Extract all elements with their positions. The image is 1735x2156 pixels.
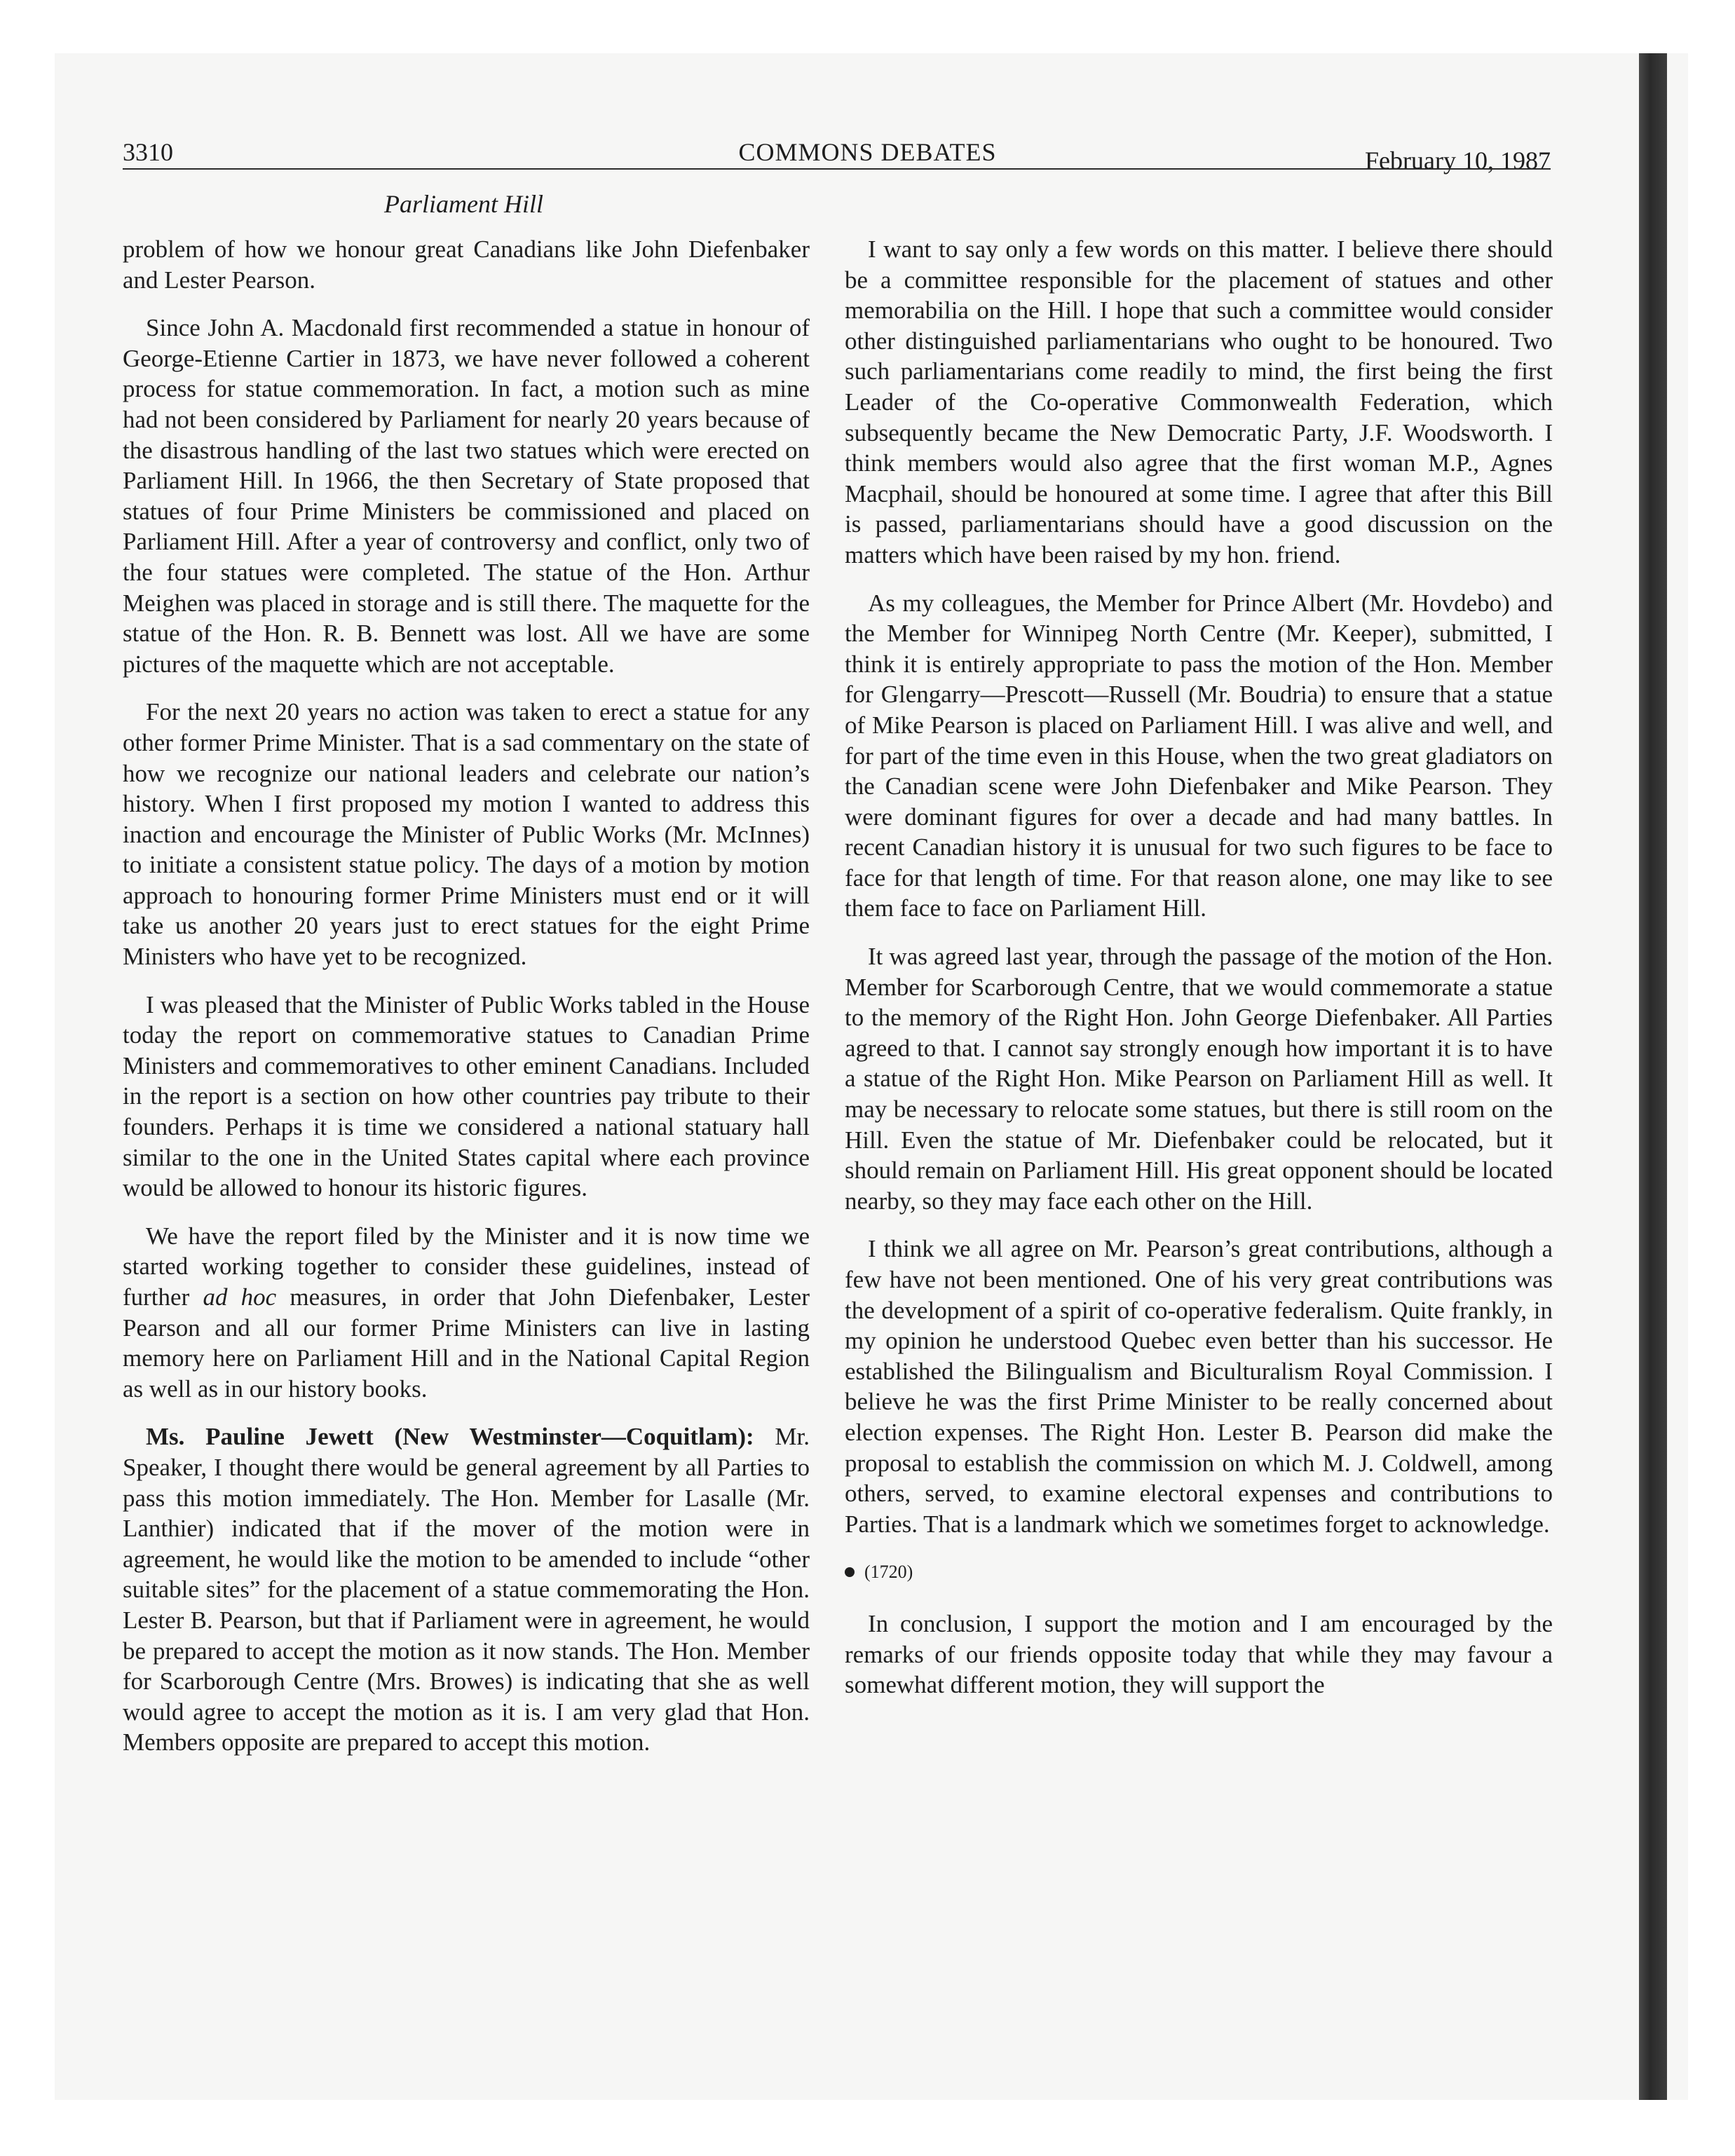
bullet-icon — [845, 1567, 855, 1577]
paragraph: I was pleased that the Minister of Public Works tabled in the House today the report on commemorative statues to Canadian Prime Ministers and commemoratives to other eminent Canadians. Included in the report is a section on how other countries pay tribute to their founders. Perhaps it is time we considered a national statuary hall similar to the one in the United States capital where each province would be allowed to honour its historic figures. — [123, 990, 810, 1202]
paragraph: I think we all agree on Mr. Pearson’s great contributions, although a few have not been mentioned. One of his very great contributions was the development of a spirit of co-operative federalism. Quite frankly, in my opinion he understood Quebec even better than his successor. He established the Bilingualism and Biculturalism Royal Commission. I believe he was the first Prime Minister to be really concerned about election expenses. The Right Hon. Lester B. Pearson did make the proposal to establish the commission on which M. J. Coldwell, among others, served, to examine electoral expenses and contributions to Parties. That is a landmark which we sometimes forget to acknowledge. — [845, 1235, 1553, 1538]
time-stamp — [845, 1557, 1553, 1588]
publication-date: February 10, 1987 — [1365, 146, 1551, 175]
scan-edge — [1639, 53, 1667, 2100]
paragraph: It was agreed last year, through the passage of the motion of the Hon. Member for Scarborough Centre, that we would commemorate a statue to the memory of the Right Hon. John George Diefenbaker. All Parties agreed to that. I cannot say strongly enough how important it is to have a statue of the Right Hon. Mike Pearson on Parliament Hill as well. It may be necessary to relocate some statues, but there is still room on the Hill. Even the statue of Mr. Diefenbaker could be relocated, but it should remain on Parliament Hill. His great opponent should be located nearby, so they may face each other on the Hill. — [845, 943, 1553, 1215]
publication-title: COMMONS DEBATES — [738, 138, 997, 166]
time-stamp-text: (1720) — [864, 1562, 913, 1583]
speech-paragraph — [123, 1421, 810, 1758]
paragraph-text: measures, in order that John Diefenbaker, Lester Pearson and all our former Prime Ministers can live in lasting memory here on Parliament Hill and in the National Capital Region as well as in our history books. — [123, 1283, 810, 1403]
paragraph — [123, 1221, 810, 1405]
paragraph: As my colleagues, the Member for Prince Albert (Mr. Hovdebo) and the Member for Winnipeg North Centre (Mr. Keeper), submitted, I think it is entirely appropriate to pass the motion of the Hon. Member for Glengarry—Prescott—Russell (Mr. Boudria) to ensure that a statue of Mike Pearson is placed on Parliament Hill. I was alive and well, and for part of the time even in this House, when the two great gladiators on the Canadian scene were John Diefenbaker and Mike Pearson. They were dominant figures for over a decade and had many battles. In recent Canadian history it is unusual for two such figures to be face to face for that length of time. For that reason alone, one may like to see them face to face on Parliament Hill. — [845, 589, 1553, 922]
page-number: 3310 — [123, 138, 173, 166]
paragraph-text: We have the report filed by the Minister and it is now time we started working together to consider these guidelines, instead of further — [123, 1222, 810, 1311]
paragraph: Since John A. Macdonald first recommended a statue in honour of George-Etienne Cartier in 1873, we have never followed a coherent process for statue commemoration. In fact, a motion such as mine had not been considered by Parliament for nearly 20 years because of the disastrous handling of the last two statues which were erected on Parliament Hill. In 1966, the then Secretary of State proposed that statues of four Prime Ministers be commissioned and placed on Parliament Hill. After a year of controversy and conflict, only two of the four statues were completed. The statue of the Hon. Arthur Meighen was placed in storage and is still there. The maquette for the statue of the Hon. R. B. Bennett was lost. All we have are some pictures of the maquette which are not acceptable. — [123, 314, 810, 678]
right-column — [845, 234, 1553, 1718]
speaker-name: Ms. Pauline Jewett (New Westminster—Coquitlam): — [146, 1423, 754, 1451]
paragraph: problem of how we honour great Canadians like John Diefenbaker and Lester Pearson. — [123, 236, 810, 294]
italic-term: ad hoc — [203, 1283, 277, 1311]
paragraph: I want to say only a few words on this matter. I believe there should be a committee responsible for the placement of statues and other memorabilia on the Hill. I hope that such a committee would consider other distinguished parliamentarians who ought to be honoured. Two such parliamentarians come readily to mind, the first being the first Leader of the Co-operative Commonwealth Federation, which subsequently became the New Democratic Party, J.F. Woodsworth. I think members would also agree that the first woman M.P., Agnes Macphail, should be honoured at some time. I agree that after this Bill is passed, parliamentarians should have a good discussion on the matters which have been raised by my hon. friend. — [845, 236, 1553, 568]
speech-text: Mr. Speaker, I thought there would be general agreement by all Parties to pass this motion immediately. The Hon. Member for Lasalle (Mr. Lanthier) indicated that if the mover of the motion were in agreement, he would like the motion to be amended to include “other suitable sites” for the placement of a statue commemorating the Hon. Lester B. Pearson, but that if Parliament were in agreement, he would be prepared to accept the motion as it now stands. The Hon. Member for Scarborough Centre (Mrs. Browes) is indicating that she as well would agree to accept the motion as it is. I am very glad that Hon. Members opposite are prepared to accept this motion. — [123, 1423, 810, 1756]
paragraph: In conclusion, I support the motion and I am encouraged by the remarks of our friends opposite today that while they may favour a somewhat different motion, they will support the — [845, 1609, 1553, 1699]
paragraph: For the next 20 years no action was taken to erect a statue for any other former Prime Minister. That is a sad commentary on the state of how we recognize our national leaders and celebrate our nation’s history. When I first proposed my motion I wanted to address this inaction and encourage the Minister of Public Works (Mr. McInnes) to initiate a consistent statue policy. The days of a motion by motion approach to honouring former Prime Ministers must end or it will take us another 20 years just to erect statues for the eight Prime Ministers who have yet to be recognized. — [123, 698, 810, 971]
left-column — [123, 234, 810, 1775]
header-rule — [123, 168, 1551, 170]
subject-heading: Parliament Hill — [384, 190, 543, 218]
